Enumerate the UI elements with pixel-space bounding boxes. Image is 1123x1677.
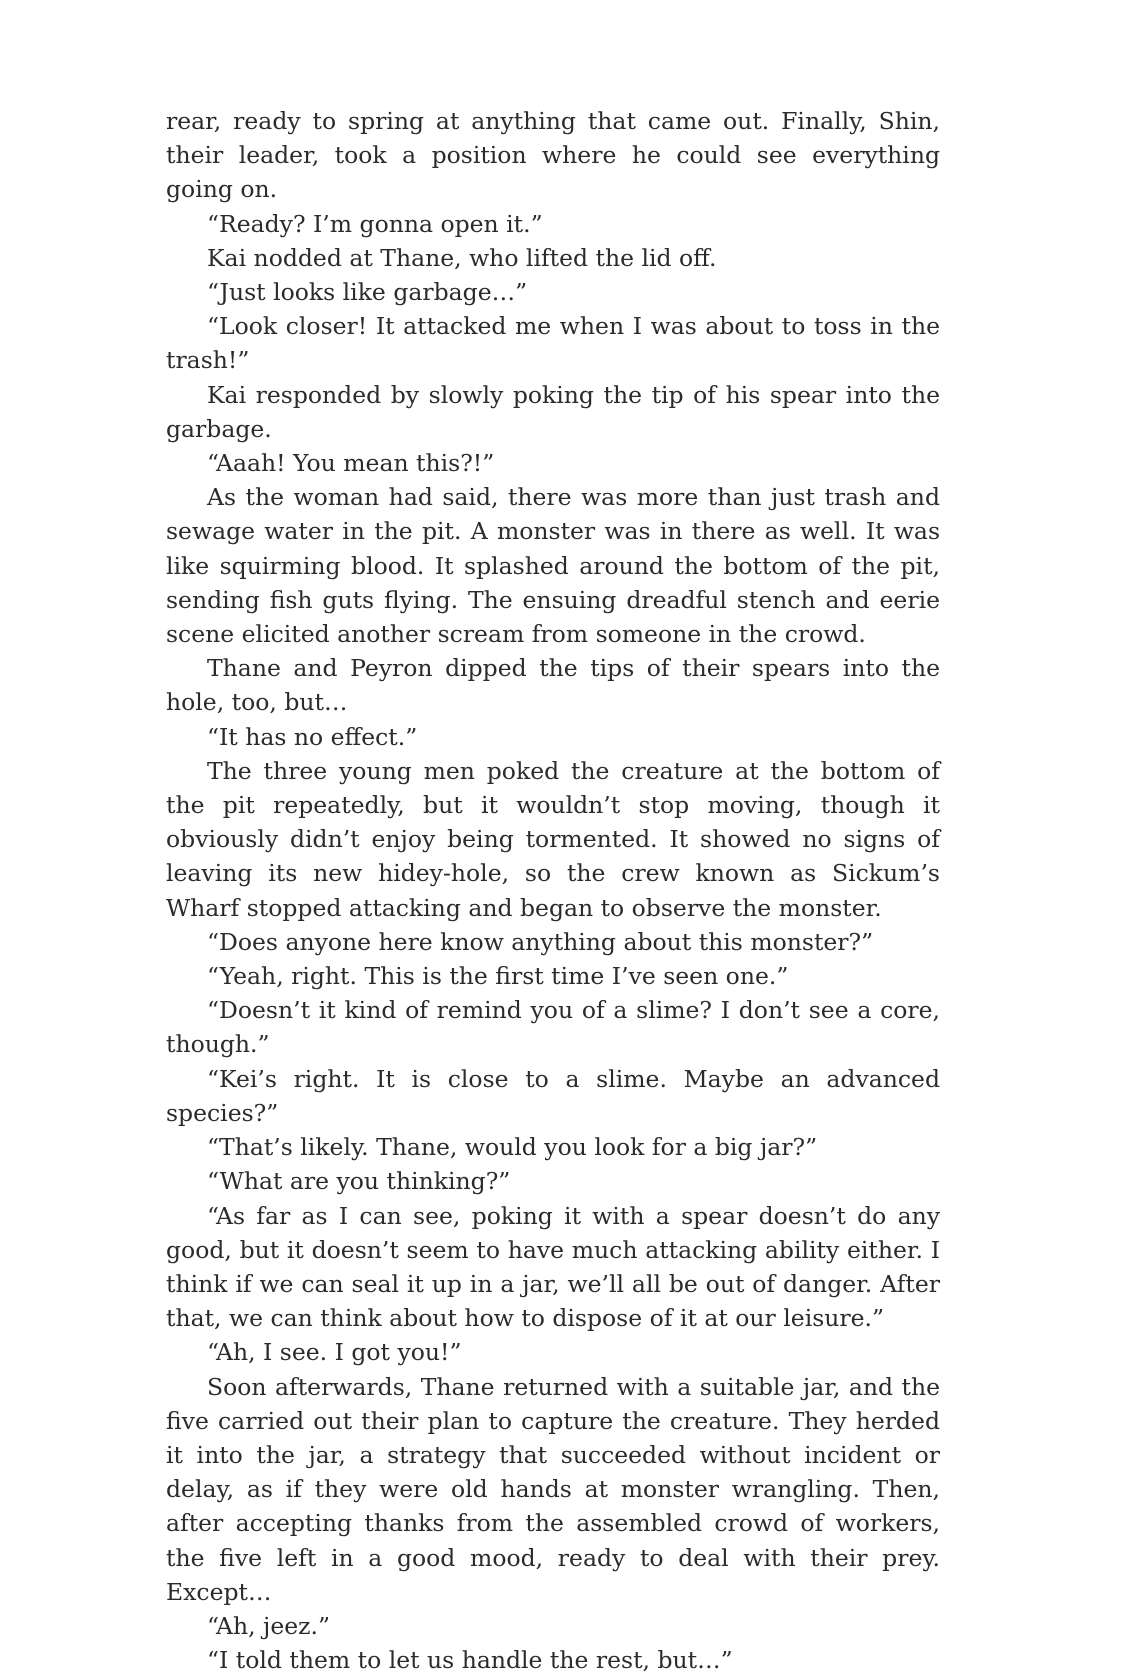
paragraph: Kai nodded at Thane, who lifted the lid off. [207,243,717,272]
paragraph: rear, ready to spring at anything that came out. Finally, Shin, their leader, took a position where he could see everything going on. [166,107,940,204]
paragraph: “Yeah, right. This is the first time I’ve seen one.” [207,962,789,991]
paragraph: “As far as I can see, poking it with a spear doesn’t do any good, but it doesn’t seem to have much attacking ability either. I think if we can seal it up in a jar, we’ll all be out of danger. After that, we can think about how to dispose of it at our leisure.” [166,1201,940,1333]
paragraph: “Kei’s right. It is close to a slime. Maybe an advanced species?” [166,1064,940,1127]
paragraph: “Aaah! You mean this?!” [207,449,495,478]
paragraph: “Ah, jeez.” [207,1611,330,1640]
paragraph: “That’s likely. Thane, would you look for a big jar?” [207,1133,818,1162]
paragraph: “What are you thinking?” [207,1167,511,1196]
paragraph: “Ah, I see. I got you!” [207,1338,462,1367]
paragraph: Soon afterwards, Thane returned with a suitable jar, and the five carried out their plan to capture the creature. They herded it into the jar, a strategy that succeeded without incident or delay, as if they were old hands at monster wrangling. Then, after accepting thanks from the assembled crowd of workers, the five left in a good mood, ready to deal with their prey. Except… [166,1372,940,1606]
paragraph: Thane and Peyron dipped the tips of their spears into the hole, too, but… [166,654,940,717]
paragraph: “Ready? I’m gonna open it.” [207,209,543,238]
paragraph: As the woman had said, there was more than just trash and sewage water in the pit. A monster was in there as well. It was like squirming blood. It splashed around the bottom of the pit, sending fish guts flying. The ensuing dreadful stench and eerie scene elicited another scream from someone in the crowd. [166,483,940,649]
paragraph: “Just looks like garbage…” [207,278,528,307]
paragraph: “Look closer! It attacked me when I was about to toss in the trash!” [166,312,940,375]
page-body [166,104,940,1677]
paragraph: “Does anyone here know anything about this monster?” [207,927,874,956]
paragraph: “Doesn’t it kind of remind you of a slime? I don’t see a core, though.” [166,996,940,1059]
paragraph: The three young men poked the creature at the bottom of the pit repeatedly, but it wouldn’t stop moving, though it obviously didn’t enjoy being tormented. It showed no signs of leaving its new hidey-hole, so the crew known as Sickum’s Wharf stopped attacking and began to observe the monster. [166,756,940,922]
paragraph: Kai responded by slowly poking the tip of his spear into the garbage. [166,380,940,443]
paragraph: “It has no effect.” [207,722,418,751]
paragraph: “I told them to let us handle the rest, but…” [207,1646,733,1675]
